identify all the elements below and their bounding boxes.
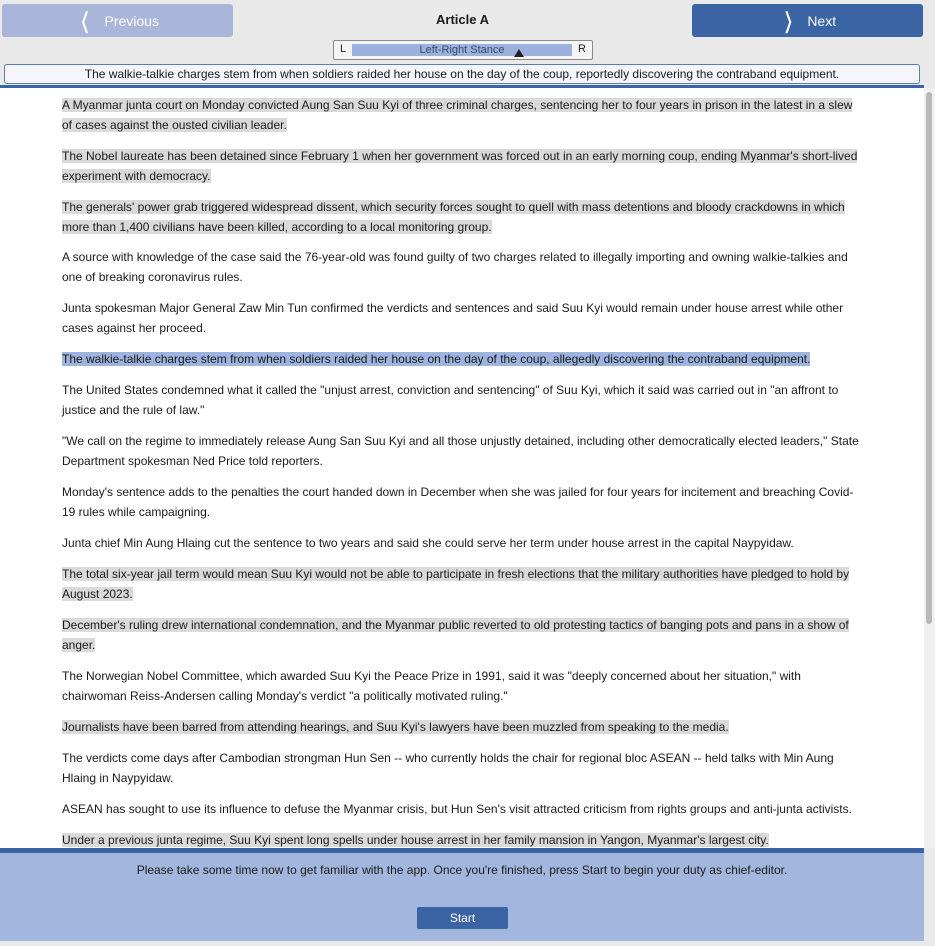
paragraph-text: The Nobel laureate has been detained since February 1 when her government was forced out in an early morning coup, ending Myanmar's short-lived experiment with democracy. <box>62 149 858 183</box>
paragraph-text: The total six-year jail term would mean Suu Kyi would not be able to participate in fresh elections that the military authorities have pledged to hold by August 2023. <box>62 567 850 601</box>
stance-right-label: R <box>578 43 586 55</box>
stance-left-label: L <box>340 43 347 55</box>
paragraph[interactable] <box>62 717 862 737</box>
chevron-left-icon: ❬ <box>78 7 92 33</box>
paragraph[interactable] <box>62 95 862 135</box>
chevron-right-icon: ❭ <box>781 7 795 33</box>
paragraph-text: The generals' power grab triggered widespread dissent, which security forces sought to quell with mass detentions and bloody crackdowns in which more than 1,400 civilians have been killed, according to a local monitoring group. <box>62 200 845 234</box>
paragraph[interactable] <box>62 431 862 471</box>
paragraph[interactable] <box>62 748 862 788</box>
stance-marker-icon[interactable] <box>514 49 524 57</box>
scrollbar-thumb[interactable] <box>926 92 932 624</box>
footer-panel <box>0 853 924 941</box>
paragraph[interactable] <box>62 533 862 553</box>
paragraph[interactable] <box>62 830 862 848</box>
previous-button[interactable] <box>2 4 233 37</box>
previous-label: Previous <box>104 12 159 29</box>
paragraph-text: Journalists have been barred from attending hearings, and Suu Kyi's lawyers have been muzzled from speaking to the media. <box>62 720 729 734</box>
paragraph[interactable] <box>62 666 862 706</box>
paragraph-text: The verdicts come days after Cambodian strongman Hun Sen -- who currently holds the chair for regional bloc ASEAN -- held talks with Min Aung Hlaing in Naypyidaw. <box>62 751 834 785</box>
paragraph-text: The Norwegian Nobel Committee, which awarded Suu Kyi the Peace Prize in 1991, said it was "deeply concerned about her situation," with chairwoman Reiss-Andersen calling Monday's verdict "a politically motivated ruling." <box>62 669 801 703</box>
paragraph-text: Junta chief Min Aung Hlaing cut the sentence to two years and said she could serve her term under house arrest in the capital Naypyidaw. <box>62 536 794 550</box>
paragraph-text: Junta spokesman Major General Zaw Min Tun confirmed the verdicts and sentences and said Suu Kyi would remain under house arrest while other cases against her proceed. <box>62 301 844 335</box>
paragraph-text: Monday's sentence adds to the penalties the court handed down in December when she was jailed for four years for incitement and breaching Covid-19 rules while campaigning. <box>62 485 854 519</box>
paragraph[interactable] <box>62 247 862 287</box>
paragraph[interactable] <box>62 482 862 522</box>
paragraph-text: The United States condemned what it called the "unjust arrest, conviction and sentencing" of Suu Kyi, which it said was carried out in "an affront to justice and the rule of law." <box>62 383 839 417</box>
paragraph[interactable] <box>62 298 862 338</box>
paragraph[interactable] <box>62 564 862 604</box>
paragraph[interactable] <box>62 799 862 819</box>
selected-sentence-box: The walkie-talkie charges stem from when soldiers raided her house on the day of the coup, reportedly discovering the contraband equipment. <box>4 64 920 84</box>
paragraph[interactable] <box>62 197 862 237</box>
header <box>0 0 935 88</box>
article-title: Article A <box>436 12 489 27</box>
paragraph-text: ASEAN has sought to use its influence to defuse the Myanmar crisis, but Hun Sen's visit attracted criticism from rights groups and anti-junta activists. <box>62 802 852 816</box>
paragraph-text: A source with knowledge of the case said the 76-year-old was found guilty of two charges related to illegally importing and owning walkie-talkies and one of breaking coronavirus rules. <box>62 250 848 284</box>
start-button[interactable]: Start <box>417 907 508 929</box>
paragraph-text: The walkie-talkie charges stem from when soldiers raided her house on the day of the coup, allegedly discovering the contraband equipment. <box>62 352 811 366</box>
left-right-stance-slider[interactable] <box>333 40 593 60</box>
paragraph-selected[interactable] <box>62 349 862 369</box>
paragraph[interactable] <box>62 380 862 420</box>
paragraph[interactable] <box>62 615 862 655</box>
stance-bar: Left-Right Stance <box>352 44 572 56</box>
paragraph-text: "We call on the regime to immediately release Aung San Suu Kyi and all those unjustly detained, including other democratically elected leaders," State Department spokesman Ned Price told reporters. <box>62 434 859 468</box>
next-button[interactable] <box>692 4 923 37</box>
next-label: Next <box>807 12 837 29</box>
paragraph[interactable] <box>62 146 862 186</box>
article-body <box>0 88 924 848</box>
paragraph-text: December's ruling drew international condemnation, and the Myanmar public reverted to old protesting tactics of banging pots and pans in a show of anger. <box>62 618 849 652</box>
instruction-message: Please take some time now to get familiar with the app. Once you're finished, press Start to begin your duty as chief-editor. <box>136 863 788 877</box>
paragraph-text: Under a previous junta regime, Suu Kyi spent long spells under house arrest in her family mansion in Yangon, Myanmar's largest city. <box>62 833 769 847</box>
paragraph-text: A Myanmar junta court on Monday convicted Aung San Suu Kyi of three criminal charges, sentencing her to four years in prison in the latest in a slew of cases against the ousted civilian leader. <box>62 98 853 132</box>
